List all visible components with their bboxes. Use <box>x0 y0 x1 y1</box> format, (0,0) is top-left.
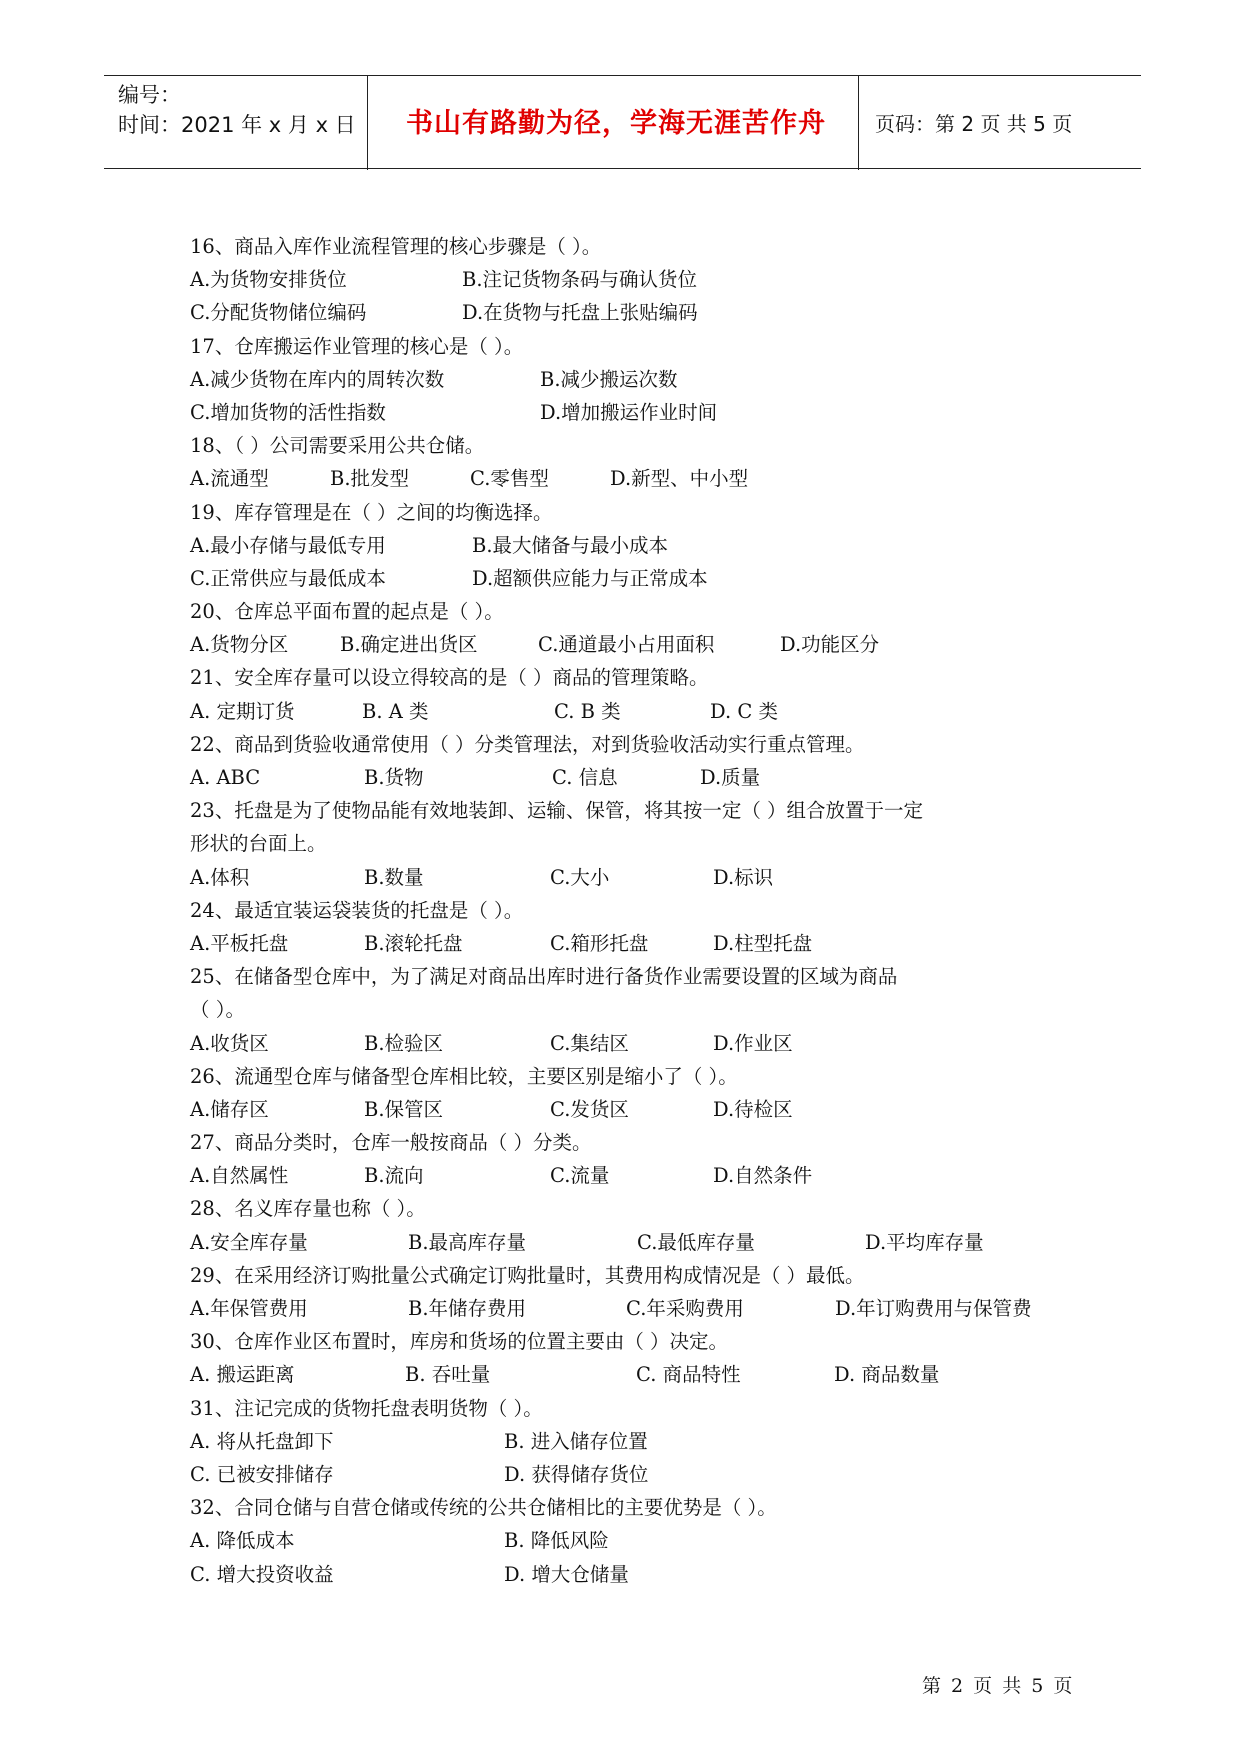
option-b: B.注记货物条码与确认货位 <box>462 268 698 292</box>
question-stem-continued: 形状的台面上。 <box>190 832 327 856</box>
option-c: C. 信息 <box>552 766 618 789</box>
question-stem: 20、仓库总平面布置的起点是（ ）。 <box>190 600 504 624</box>
option-a: A.安全库存量 <box>190 1230 308 1254</box>
question-stem: 31、注记完成的货物托盘表明货物（ ）。 <box>190 1396 543 1420</box>
question-stem: 30、仓库作业区布置时，库房和货场的位置主要由（ ）决定。 <box>190 1330 729 1354</box>
question-options <box>190 1358 1070 1391</box>
option-c: C.分配货物储位编码 <box>190 301 367 325</box>
option-b: B.检验区 <box>364 1031 444 1055</box>
option-c: C. B 类 <box>554 699 621 723</box>
option-b: B.数量 <box>364 865 424 889</box>
option-b: B.最高库存量 <box>408 1230 527 1254</box>
option-b: B.保管区 <box>364 1097 444 1121</box>
option-a: A.货物分区 <box>190 633 289 657</box>
option-d: D.超额供应能力与正常成本 <box>472 566 708 590</box>
question-stem: 28、名义库存量也称（ ）。 <box>190 1197 426 1221</box>
header-left-cell <box>118 80 356 140</box>
question-options <box>190 263 1070 296</box>
page-footer: 第 2 页 共 5 页 <box>922 1675 1075 1697</box>
question-options <box>190 1425 1070 1458</box>
question-options <box>190 1292 1070 1325</box>
document-number-label: 编号： <box>118 83 181 107</box>
option-c: C.箱形托盘 <box>550 931 649 955</box>
option-b: B.批发型 <box>330 467 410 491</box>
document-time-label: 时间：2021 年 x 月 x 日 <box>118 113 356 137</box>
option-a: A. ABC <box>190 766 261 789</box>
option-a: A. 将从托盘卸下 <box>190 1429 334 1453</box>
header-bottom-rule <box>104 168 1141 169</box>
header-top-rule <box>104 75 1141 76</box>
question-list <box>190 230 1070 1591</box>
option-c: C.零售型 <box>470 467 549 491</box>
header-motto: 书山有路勤为径，学海无涯苦作舟 <box>406 108 826 139</box>
option-a: A.最小存储与最低专用 <box>190 533 386 557</box>
question-stem: 25、在储备型仓库中，为了满足对商品出库时进行备货作业需要设置的区域为商品 <box>190 965 898 989</box>
option-c: C. 商品特性 <box>636 1363 741 1387</box>
option-c: C.最低库存量 <box>637 1230 755 1254</box>
option-d: D.自然条件 <box>713 1164 813 1188</box>
option-c: C.增加货物的活性指数 <box>190 400 386 424</box>
question-options <box>190 628 1070 661</box>
option-b: B. 吞吐量 <box>405 1363 491 1387</box>
option-a: A.平板托盘 <box>190 931 289 955</box>
option-b: B.最大储备与最小成本 <box>472 533 669 557</box>
question-options <box>190 1558 1070 1591</box>
option-a: A.流通型 <box>190 467 269 491</box>
option-d: D.增加搬运作业时间 <box>540 400 718 424</box>
option-b: B.年储存费用 <box>408 1297 527 1320</box>
question-stem: 26、流通型仓库与储备型仓库相比较，主要区别是缩小了（ ）。 <box>190 1064 738 1088</box>
question-options <box>190 861 1070 894</box>
option-d: D.年订购费用与保管费 <box>835 1297 1032 1320</box>
option-a: A. 降低成本 <box>190 1529 295 1553</box>
question-options <box>190 927 1070 960</box>
option-d: D.作业区 <box>713 1031 793 1055</box>
option-c: C.集结区 <box>550 1031 629 1055</box>
question-stem: 22、商品到货验收通常使用（ ）分类管理法，对到货验收活动实行重点管理。 <box>190 732 865 756</box>
question-options <box>190 1458 1070 1491</box>
header-page-label: 页码：第 2 页 共 5 页 <box>875 112 1073 136</box>
question-options <box>190 562 1070 595</box>
option-b: B.货物 <box>364 766 424 789</box>
question-stem: 32、合同仓储与自营仓储或传统的公共仓储相比的主要优势是（ ）。 <box>190 1496 777 1520</box>
question-stem: 23、托盘是为了使物品能有效地装卸、运输、保管，将其按一定（ ）组合放置于一定 <box>190 799 924 823</box>
option-d: D. 商品数量 <box>834 1363 940 1387</box>
option-b: B. 降低风险 <box>504 1529 609 1553</box>
question-options <box>190 396 1070 429</box>
option-c: C.通道最小占用面积 <box>538 633 715 657</box>
option-c: C.发货区 <box>550 1097 629 1121</box>
option-d: D. 获得储存货位 <box>504 1462 649 1486</box>
question-stem: 18、（ ）公司需要采用公共仓储。 <box>190 434 485 458</box>
question-stem-continued: （ ）。 <box>190 998 245 1022</box>
option-d: D.功能区分 <box>780 633 880 657</box>
option-d: D.平均库存量 <box>865 1230 984 1254</box>
question-stem: 24、最适宜装运袋装货的托盘是（ ）。 <box>190 898 524 922</box>
option-b: B. A 类 <box>362 699 429 723</box>
option-d: D. C 类 <box>710 699 778 723</box>
question-stem: 19、库存管理是在（ ）之间的均衡选择。 <box>190 500 553 524</box>
option-d: D.质量 <box>700 766 761 789</box>
option-a: A.为货物安排货位 <box>190 268 347 292</box>
option-c: C.流量 <box>550 1164 610 1188</box>
option-c: C.正常供应与最低成本 <box>190 566 386 590</box>
question-stem: 21、安全库存量可以设立得较高的是（ ）商品的管理策略。 <box>190 666 709 690</box>
question-options <box>190 761 1070 794</box>
option-b: B.减少搬运次数 <box>540 367 678 391</box>
question-options <box>190 1226 1070 1259</box>
option-a: A.年保管费用 <box>190 1297 308 1320</box>
option-b: B.滚轮托盘 <box>364 931 463 955</box>
option-d: D.新型、中小型 <box>610 467 749 491</box>
option-a: A.收货区 <box>190 1031 269 1055</box>
question-options <box>190 363 1070 396</box>
option-c: C.大小 <box>550 865 610 889</box>
question-options <box>190 1093 1070 1126</box>
option-d: D.标识 <box>713 865 774 889</box>
option-b: B.流向 <box>364 1164 424 1188</box>
option-a: A.减少货物在库内的周转次数 <box>190 367 445 391</box>
option-a: A.体积 <box>190 865 250 889</box>
question-options <box>190 1027 1070 1060</box>
option-d: D.待检区 <box>713 1097 793 1121</box>
option-d: D.柱型托盘 <box>713 931 813 955</box>
option-d: D. 增大仓储量 <box>504 1562 629 1586</box>
option-c: C. 增大投资收益 <box>190 1562 334 1586</box>
option-b: B. 进入储存位置 <box>504 1429 648 1453</box>
question-options <box>190 296 1070 329</box>
option-a: A. 搬运距离 <box>190 1363 295 1387</box>
option-c: C. 已被安排储存 <box>190 1462 334 1486</box>
option-a: A.储存区 <box>190 1097 269 1121</box>
question-stem: 27、商品分类时，仓库一般按商品（ ）分类。 <box>190 1131 592 1155</box>
option-a: A. 定期订货 <box>190 699 295 723</box>
question-options <box>190 1159 1070 1192</box>
question-options <box>190 462 1070 495</box>
option-c: C.年采购费用 <box>626 1297 744 1320</box>
question-stem: 17、仓库搬运作业管理的核心是（ ）。 <box>190 334 524 358</box>
question-stem: 29、在采用经济订购批量公式确定订购批量时，其费用构成情况是（ ）最低。 <box>190 1263 865 1287</box>
question-options <box>190 695 1070 728</box>
option-d: D.在货物与托盘上张贴编码 <box>462 301 698 325</box>
header-divider-left <box>367 76 368 170</box>
option-b: B.确定进出货区 <box>340 633 478 657</box>
question-options <box>190 529 1070 562</box>
option-a: A.自然属性 <box>190 1164 289 1188</box>
question-options <box>190 1524 1070 1557</box>
question-stem: 16、商品入库作业流程管理的核心步骤是（ ）。 <box>190 235 602 258</box>
